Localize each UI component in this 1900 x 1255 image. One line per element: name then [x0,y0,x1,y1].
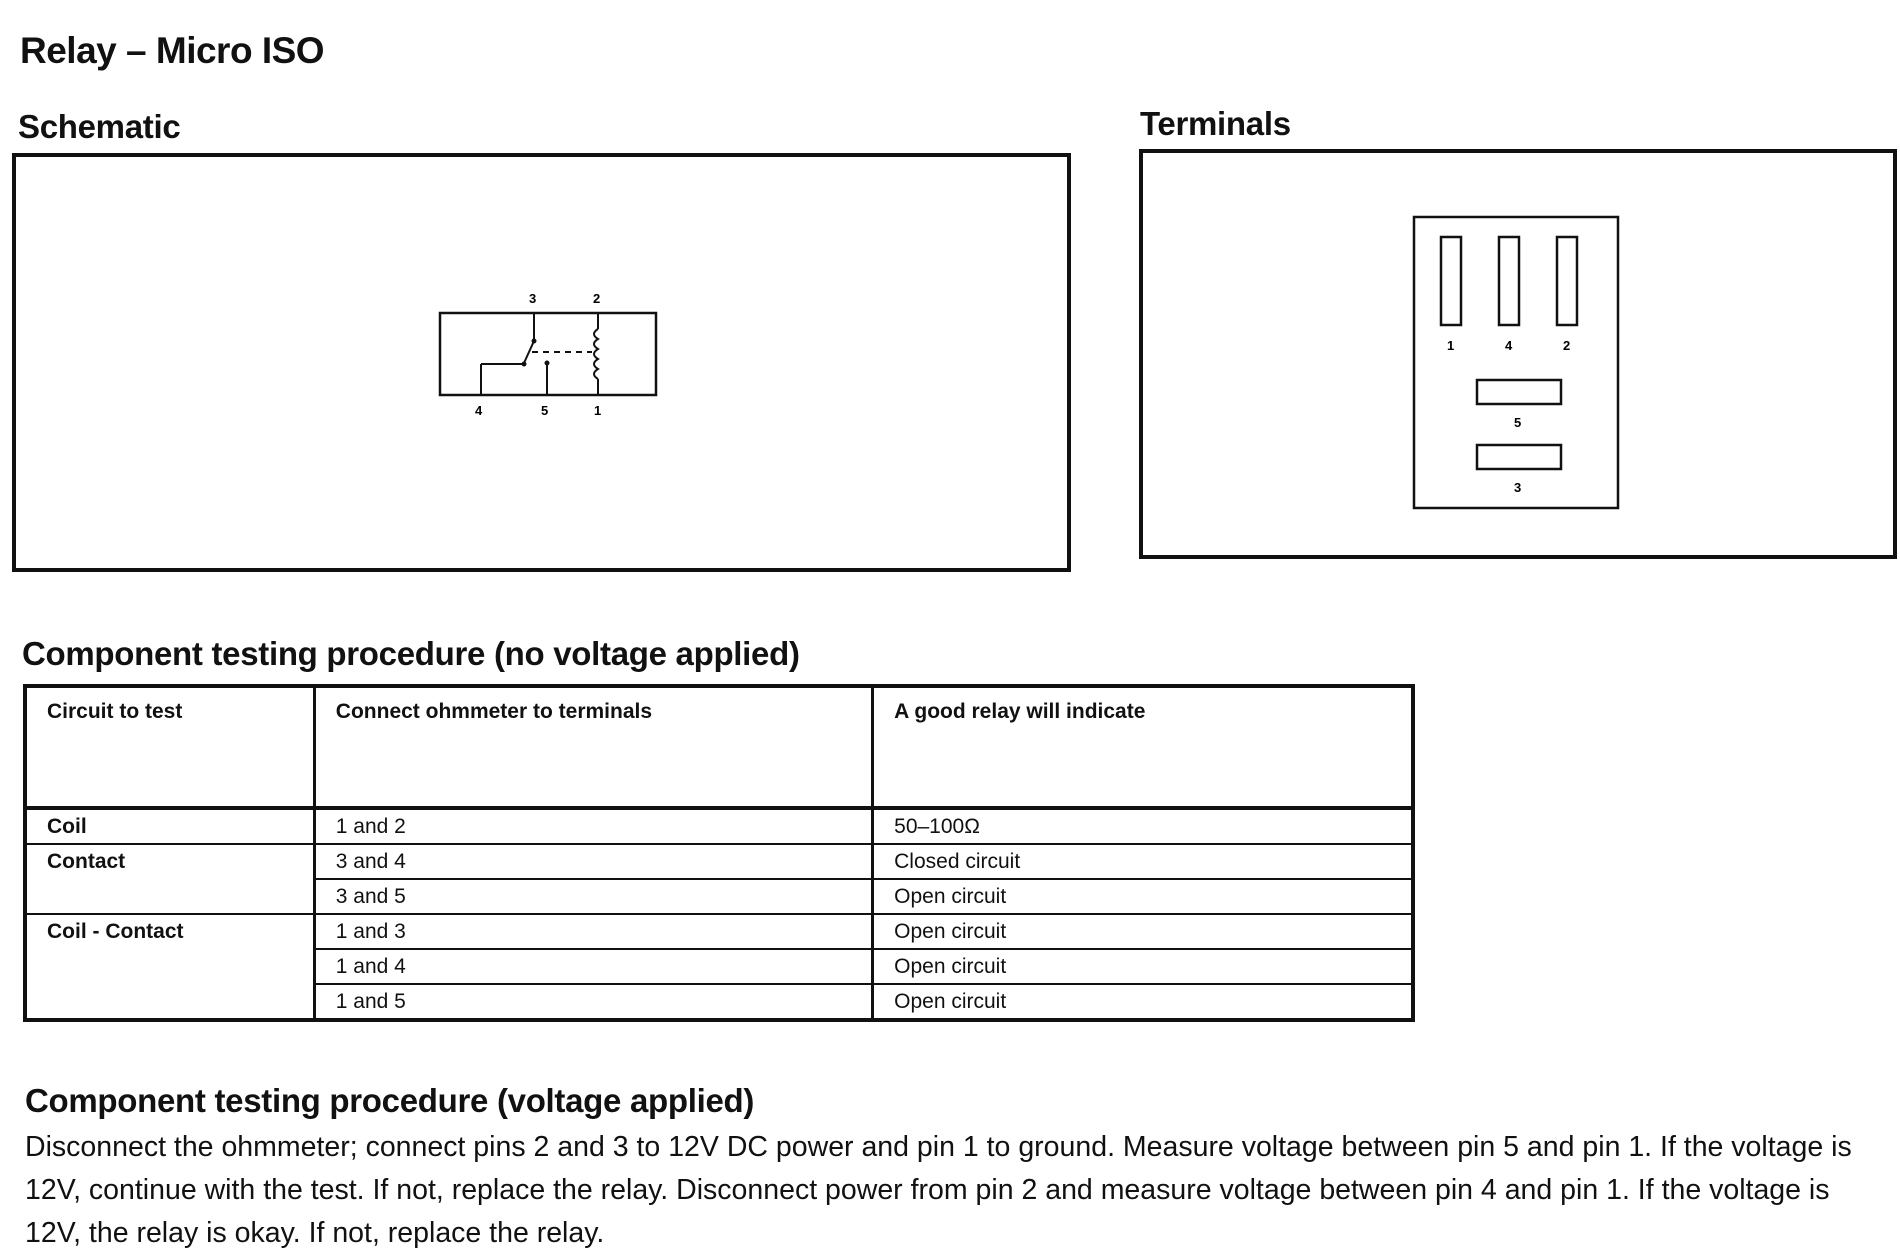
terminals-cell: 3 and 4 [314,844,872,879]
no-voltage-heading: Component testing procedure (no voltage applied) [22,635,800,672]
terminals-diagram [1143,153,1893,555]
indication-cell: Open circuit [873,949,1413,984]
terminals-heading: Terminals [1140,105,1291,142]
page-title: Relay – Micro ISO [20,30,325,71]
terminal-label-3: 3 [1514,480,1522,495]
circuit-cell: Contact [25,844,314,914]
column-header-terminals: Connect ohmmeter to terminals [314,686,872,808]
table-header-row [25,686,1413,808]
terminal-4-blade [1499,237,1519,325]
terminals-cell: 1 and 5 [314,984,872,1020]
terminal-2-blade [1557,237,1577,325]
terminals-cell: 1 and 4 [314,949,872,984]
schematic-frame [12,153,1071,572]
pin-label-2: 2 [593,291,601,306]
indication-cell: Open circuit [873,984,1413,1020]
terminal-label-1: 1 [1447,338,1455,353]
column-header-circuit: Circuit to test [25,686,314,808]
pin-label-5: 5 [541,403,549,418]
table-row [25,844,1413,879]
schematic-heading: Schematic [18,108,181,145]
voltage-heading: Component testing procedure (voltage applied) [25,1082,755,1119]
terminal-label-2: 2 [1563,338,1571,353]
column-header-indication: A good relay will indicate [873,686,1413,808]
circuit-cell: Coil - Contact [25,914,314,1020]
voltage-procedure-text: Disconnect the ohmmeter; connect pins 2 and 3 to 12V DC power and pin 1 to ground. Measure voltage between pin 5 and pin 1. If the voltage is 12V, continue with the test. If not, replace the relay. Disconnect power from pin 2 and measure voltage between pin 4 and pin 1. If the voltage is 12V, the relay is okay. If not, replace the relay. [25,1131,1852,1249]
table-row [25,808,1413,844]
pin-label-3: 3 [529,291,537,306]
terminal-label-5: 5 [1514,415,1522,430]
relay-schematic-diagram [16,157,1067,568]
indication-cell: 50–100Ω [873,808,1413,844]
terminals-cell: 1 and 3 [314,914,872,949]
terminal-label-4: 4 [1505,338,1513,353]
table-row [25,914,1413,949]
terminals-cell: 1 and 2 [314,808,872,844]
pin-label-4: 4 [475,403,483,418]
terminal-3-blade [1477,445,1561,469]
indication-cell: Open circuit [873,879,1413,914]
terminal-1-blade [1441,237,1461,325]
circuit-cell: Coil [25,808,314,844]
indication-cell: Closed circuit [873,844,1413,879]
coil-symbol [594,329,598,379]
relay-base-outline [1414,217,1618,508]
terminal-5-blade [1477,380,1561,404]
pin-label-1: 1 [594,403,602,418]
no-voltage-test-table [23,684,1415,1022]
terminals-cell: 3 and 5 [314,879,872,914]
terminals-frame [1139,149,1897,559]
indication-cell: Open circuit [873,914,1413,949]
